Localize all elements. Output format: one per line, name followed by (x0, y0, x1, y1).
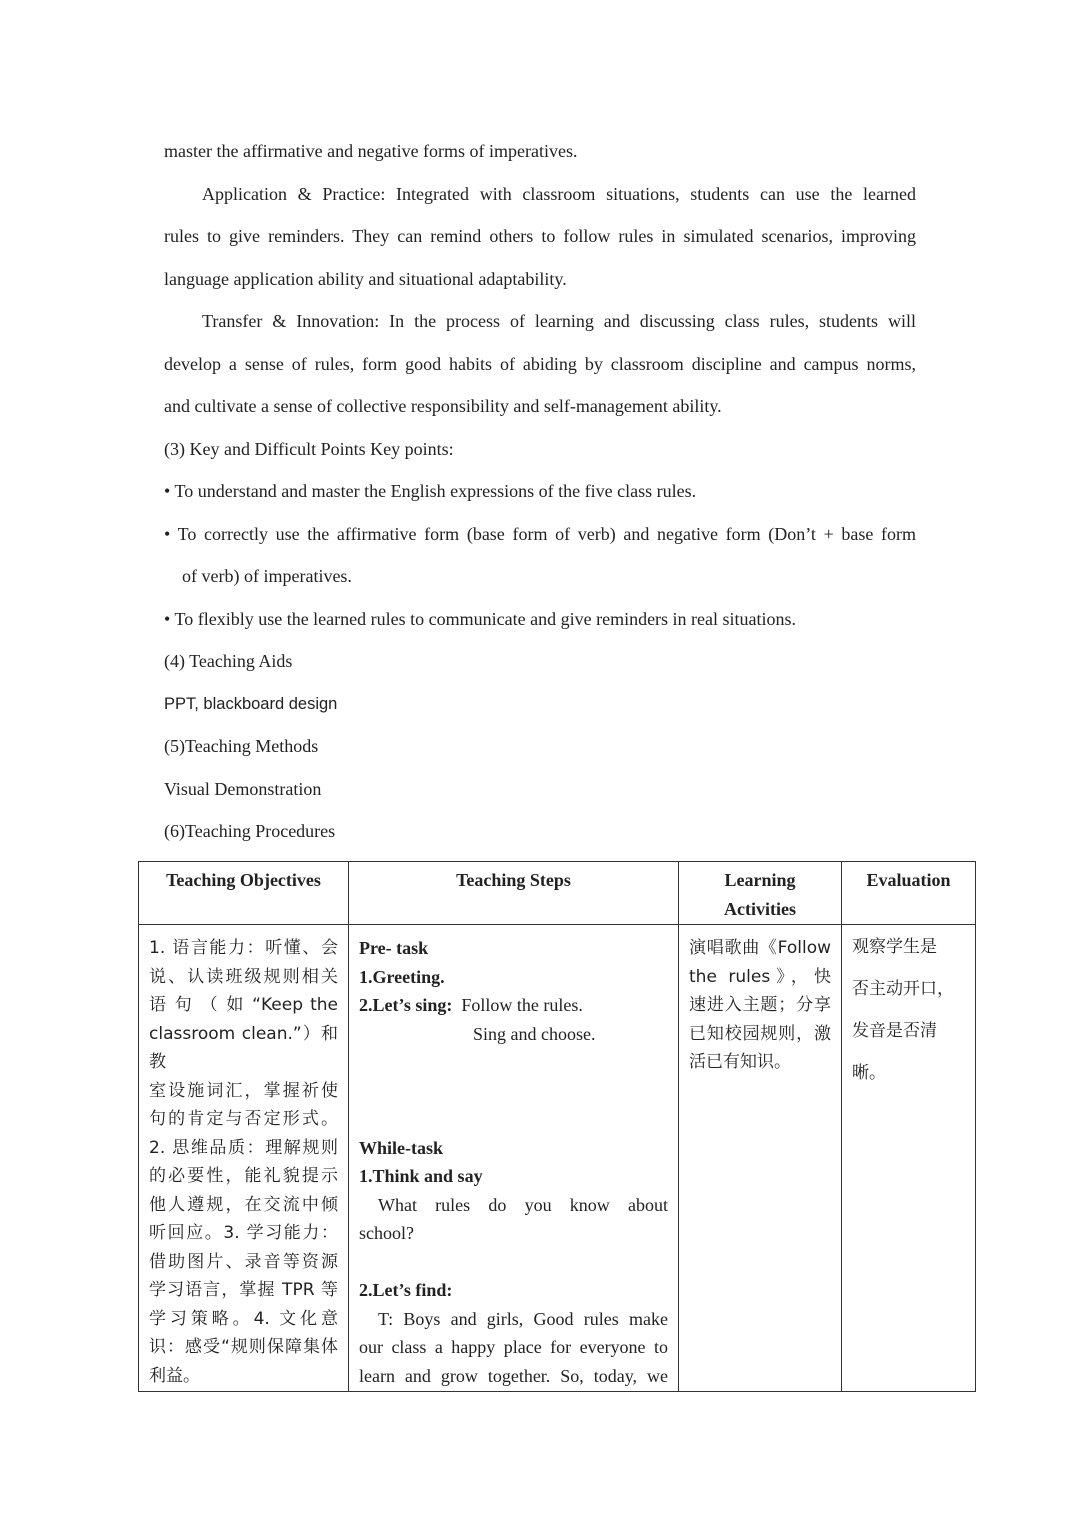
section-heading-key-points: (3) Key and Difficult Points Key points: (164, 438, 454, 459)
header-evaluation: Evaluation (842, 862, 976, 925)
bullet-item: • To understand and master the English expressions of the five class rules. (164, 481, 697, 501)
pre-task-heading: Pre- task (359, 938, 429, 958)
find-text: our class a happy place for everyone to (359, 1337, 668, 1357)
body-text (164, 130, 916, 853)
think-question-continued: school? (359, 1223, 414, 1243)
bullet-item: • To flexibly use the learned rules to communicate and give reminders in real situations. (164, 608, 797, 629)
think-say-step: 1.Think and say (359, 1166, 483, 1186)
objectives-cell: 1. 语言能力：听懂、会 说、认读班级规则相关 语 句 （ 如 “Keep the classroom clean.”）和教 室设施词汇，掌握祈使 句的肯定与否定形式。 2. 思维品质：理解规则 的必要性，能礼貌提示 他人遵规，在交流中倾 听回应。3. 学习能力： 借助图片、录音等资源 学习语言，掌握 TPR 等 学习策略。4. 文化意 识：感受“规则保障集体 利益。 (139, 925, 349, 1392)
think-question: What rules do you know about (378, 1194, 668, 1215)
sing-step: 2.Let’s sing: Follow the rules. (359, 995, 583, 1015)
section-heading-teaching-procedures: (6)Teaching Procedures (164, 821, 336, 841)
lets-find-step: 2.Let’s find: (359, 1280, 453, 1300)
greeting-step: 1.Greeting. (359, 966, 445, 987)
find-text: T: Boys and girls, Good rules make (378, 1308, 668, 1329)
teaching-aids-text: PPT, blackboard design (164, 694, 338, 713)
paragraph-line: rules to give reminders. They can remind others to follow rules in simulated scenarios, improving (164, 226, 916, 246)
paragraph-line: master the affirmative and negative forms of imperatives. (164, 141, 578, 161)
section-heading-teaching-aids: (4) Teaching Aids (164, 651, 293, 671)
paragraph-line: Transfer & Innovation: In the process of learning and discussing class rules, students will (202, 311, 916, 331)
table-header-row (139, 862, 976, 925)
teaching-procedures-table (138, 861, 976, 1392)
header-learning-activities: Learning Activities (679, 862, 842, 925)
paragraph-line: develop a sense of rules, form good habits of abiding by classroom discipline and campus norms, (164, 353, 916, 374)
activities-cell: 演唱歌曲《Follow the rules》，快 速进入主题；分享 已知校园规则，激 活已有知识。 (679, 925, 842, 1392)
sing-choose: Sing and choose. (473, 1023, 596, 1044)
header-teaching-steps: Teaching Steps (349, 862, 679, 925)
header-teaching-objectives: Teaching Objectives (139, 862, 349, 925)
find-text: learn and grow together. So, today, we (359, 1365, 668, 1386)
teaching-methods-text: Visual Demonstration (164, 778, 322, 799)
bullet-item-continued: of verb) of imperatives. (182, 566, 352, 586)
while-task-heading: While-task (359, 1137, 444, 1158)
section-heading-teaching-methods: (5)Teaching Methods (164, 736, 319, 756)
steps-cell (349, 925, 679, 1392)
paragraph-line: language application ability and situational adaptability. (164, 268, 567, 289)
table-row (139, 925, 976, 1392)
bullet-item: • To correctly use the affirmative form (base form of verb) and negative form (Don’t + base form (164, 523, 916, 544)
paragraph-line: Application & Practice: Integrated with classroom situations, students can use the learned (202, 183, 916, 204)
paragraph-line: and cultivate a sense of collective responsibility and self-management ability. (164, 396, 722, 416)
evaluation-cell: 观察学生是 否主动开口， 发音是否清 晰。 (842, 925, 976, 1392)
